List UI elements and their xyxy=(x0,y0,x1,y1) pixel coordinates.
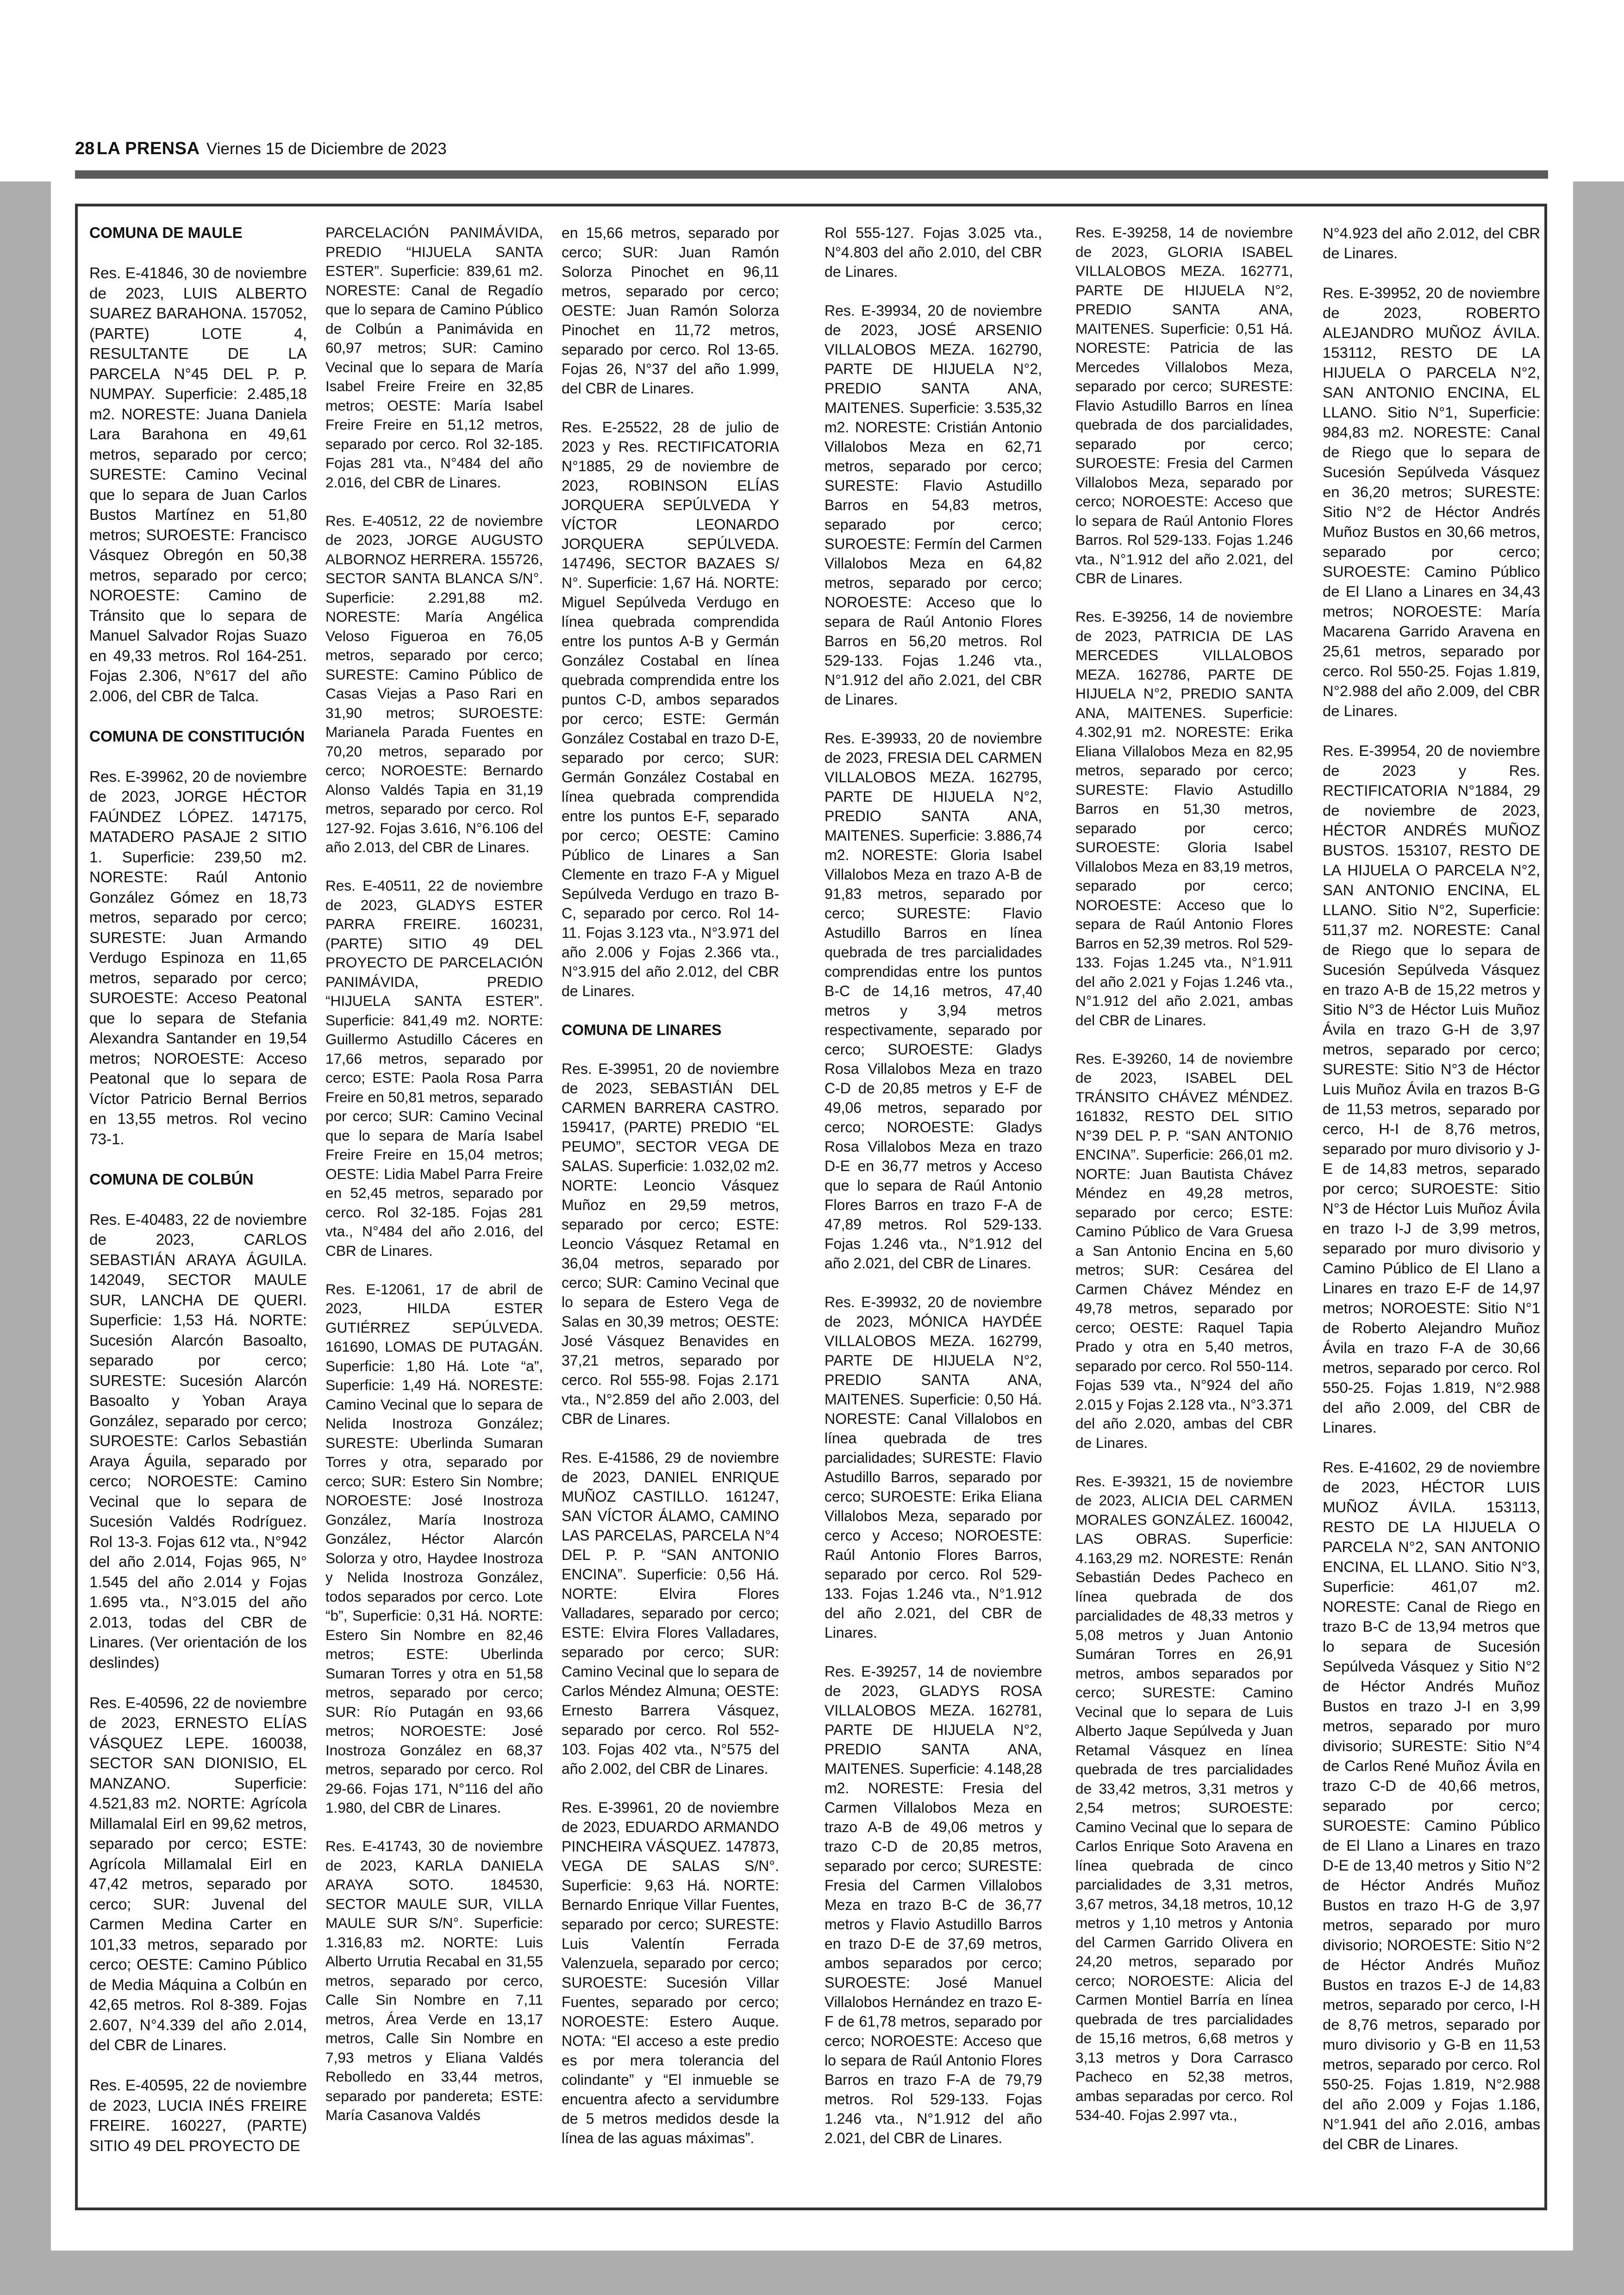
legal-notice: Res. E-39951, 20 de noviembre de 2023, SEBASTIÁN DEL CARMEN BARRERA CASTRO. 159417, (PARTE) PREDIO “EL PEUMO”, SECTOR VEGA DE SALAS. Superficie: 1.032,02 m2. NORTE: Leoncio Vásquez Muñoz en 29,59 metros, separado por cerco; ESTE: Leoncio Vásquez Retamal en 36,04 metros, separado por cerco; SUR: Camino Vecinal que lo separa de Estero Vega de Salas en 30,39 metros; OESTE: José Vásquez Benavides en 37,21 metros, separado por cerco. Rol 555-98. Fojas 2.171 vta., N°2.859 del año 2.003, del CBR de Linares. xyxy=(562,1060,779,1427)
legal-notice: Res. E-39961, 20 de noviembre de 2023, EDUARDO ARMANDO PINCHEIRA VÁSQUEZ. 147873, VEGA DE SALAS S/N°. Superficie: 9,63 Há. NORTE: Bernardo Enrique Villar Fuentes, separado por cerco; SURESTE: Luis Valentín Ferrada Valenzuela, separado por cerco; SUROESTE: Sucesión Villar Fuentes, separado por cerco; NOROESTE: Estero Auque. NOTA: “El acceso a este predio es por mera tolerancia del colindante” y “El inmueble se encuentra afecto a servidumbre de 5 metros medidos desde la línea de las aguas máximas”. xyxy=(562,1799,779,2146)
legal-notice: Res. E-39258, 14 de noviembre de 2023, GLORIA ISABEL VILLALOBOS MEZA. 162771, PARTE DE HIJUELA N°2, PREDIO SANTA ANA, MAITENES. Superficie: 0,51 Há. NORESTE: Patricia de las Mercedes Villalobos Meza, separado por cerco; SURESTE: Flavio Astudillo Barros en línea quebrada de dos parcialidades, separado por cerco; SUROESTE: Fresia del Carmen Villalobos Meza, separado por cerco; NOROESTE: Acceso que lo separa de Raúl Antonio Flores Barros. Rol 529-133. Fojas 1.246 vta., N°1.912 del año 2.021, del CBR de Linares. xyxy=(1075,224,1293,586)
text-column xyxy=(824,223,1042,2188)
text-column xyxy=(89,223,307,2188)
section-heading: COMUNA DE COLBÚN xyxy=(89,1171,254,1188)
legal-notice: Res. E-39257, 14 de noviembre de 2023, GLADYS ROSA VILLALOBOS MEZA. 162781, PARTE DE HIJUELA N°2, PREDIO SANTA ANA, MAITENES. Superficie: 4.148,28 m2. NORESTE: Fresia del Carmen Villalobos Meza en trazo A-B de 49,06 metros y trazo C-D de 20,85 metros, separado por cerco; SURESTE: Fresia del Carmen Villalobos Meza en trazo B-C de 36,77 metros y Flavio Astudillo Barros en trazo D-E de 37,69 metros, ambos separados por cerco; SUROESTE: José Manuel Villalobos Hernández en trazo E-F de 61,78 metros, separado por cerco; NOROESTE: Acceso que lo separa de Raúl Antonio Flores Barros en trazo F-A de 79,79 metros. Rol 529-133. Fojas 1.246 vta., N°1.912 del año 2.021, del CBR de Linares. xyxy=(824,1663,1042,2146)
text-column xyxy=(562,223,779,2188)
publication-name: LA PRENSA xyxy=(96,139,200,158)
legal-notice: Res. E-41602, 29 de noviembre de 2023, HÉCTOR LUIS MUÑOZ ÁVILA. 153113, RESTO DE LA HIJUELA O PARCELA N°2, SAN ANTONIO ENCINA, EL LLANO. Sitio N°3, Superficie: 461,07 m2. NORESTE: Canal de Riego en trazo B-C de 13,94 metros que lo separa de Sucesión Sepúlveda Vásquez y Sitio N°2 de Héctor Andrés Muñoz Bustos en trazo J-I en 3,99 metros, separado por muro divisorio; SURESTE: Sitio N°4 de Carlos René Muñoz Ávila en trazo C-D de 40,66 metros, separado por cerco; SUROESTE: Camino Público de El Llano a Linares en trazo D-E de 13,40 metros y Sitio N°2 de Héctor Andrés Muñoz Bustos en trazo H-G de 3,97 metros, separado por muro divisorio; NOROESTE: Sitio N°2 de Héctor Andrés Muñoz Bustos en trazos E-J de 14,83 metros, separado por cerco, I-H de 8,76 metros, separado por muro divisorio y G-B en 11,53 metros, separado por cerco. Rol 550-25. Fojas 1.819, N°2.988 del año 2.009 y Fojas 1.186, N°1.941 del año 2.016, ambas del CBR de Linares. xyxy=(1323,1459,1540,2152)
legal-notice: Res. E-40595, 22 de noviembre de 2023, LUCIA INÉS FREIRE FREIRE. 160227, (PARTE) SITIO 49 DEL PROYECTO DE xyxy=(89,2077,307,2155)
legal-notice: en 15,66 metros, separado por cerco; SUR: Juan Ramón Solorza Pinochet en 96,11 metros, separado por cerco; OESTE: Juan Ramón Solorza Pinochet en 11,72 metros, separado por cerco. Rol 13-65. Fojas 26, N°37 del año 1.999, del CBR de Linares. xyxy=(562,225,779,397)
legal-notice: Res. E-39932, 20 de noviembre de 2023, MÓNICA HAYDÉE VILLALOBOS MEZA. 162799, PARTE DE HIJUELA N°2, PREDIO SANTA ANA, MAITENES. Superficie: 0,50 Há. NORESTE: Canal Villalobos en línea quebrada de tres parcialidades; SURESTE: Flavio Astudillo Barros, separado por cerco; SUROESTE: Erika Eliana Villalobos Meza, separado por cerco y Acceso; NOROESTE: Raúl Antonio Flores Barros, separado por cerco. Rol 529-133. Fojas 1.246 vta., N°1.912 del año 2.021, del CBR de Linares. xyxy=(824,1294,1042,1641)
legal-notice: N°4.923 del año 2.012, del CBR de Linares. xyxy=(1323,225,1540,262)
page-number: 28 xyxy=(75,139,95,158)
legal-notice: Res. E-41846, 30 de noviembre de 2023, LUIS ALBERTO SUAREZ BARAHONA. 157052, (PARTE) LOTE 4, RESULTANTE DE LA PARCELA N°45 DEL P. P. NUMPAY. Superficie: 2.485,18 m2. NORESTE: Juana Daniela Lara Barahona en 49,61 metros, separado por cerco; SURESTE: Camino Vecinal que lo separa de Juan Carlos Bustos Martínez en 51,80 metros; SUROESTE: Francisco Vásquez Obregón en 50,38 metros, separado por cerco; NOROESTE: Camino de Tránsito que lo separa de Manuel Salvador Rojas Suazo en 49,33 metros. Rol 164-251. Fojas 2.306, N°617 del año 2.006, del CBR de Talca. xyxy=(89,265,307,705)
section-heading: COMUNA DE LINARES xyxy=(562,1022,722,1038)
page-folio xyxy=(75,139,447,159)
legal-notice: Res. E-40483, 22 de noviembre de 2023, CARLOS SEBASTIÁN ARAYA ÁGUILA. 142049, SECTOR MAULE SUR, LANCHA DE QUERI. Superficie: 1,53 Há. NORTE: Sucesión Alarcón Basoalto, separado por cerco; SURESTE: Sucesión Alarcón Basoalto y Yoban Araya González, separado por cerco; SUROESTE: Carlos Sebastián Araya Águila, separado por cerco; NOROESTE: Camino Vecinal que lo separa de Sucesión Valdés Rodríguez. Rol 13-3. Fojas 612 vta., N°942 del año 2.014, Fojas 965, N° 1.545 del año 2.014 y Fojas 1.695 vta., N°3.015 del año 2.013, todas del CBR de Linares. (Ver orientación de los deslindes) xyxy=(89,1211,307,1671)
legal-notice: Res. E-41743, 30 de noviembre de 2023, KARLA DANIELA ARAYA SOTO. 184530, SECTOR MAULE SUR, VILLA MAULE SUR S/N°. Superficie: 1.316,83 m2. NORTE: Luis Alberto Urrutia Recabal en 31,55 metros, separado por cerco, Calle Sin Nombre en 7,11 metros, Área Verde en 13,17 metros, Calle Sin Nombre en 7,93 metros y Eliana Valdés Rebolledo en 33,44 metros, separado por pandereta; ESTE: María Casanova Valdés xyxy=(325,1838,543,2123)
legal-notice: Res. E-39962, 20 de noviembre de 2023, JORGE HÉCTOR FAÚNDEZ LÓPEZ. 147175, MATADERO PASAJE 2 SITIO 1. Superficie: 239,50 m2. NORESTE: Raúl Antonio González Gómez en 18,73 metros, separado por cerco; SURESTE: Juan Armando Verdugo Espinoza en 11,65 metros, separado por cerco; SUROESTE: Acceso Peatonal que lo separa de Stefania Alexandra Santander en 19,54 metros; NOROESTE: Acceso Peatonal que lo separa de Víctor Patricio Bernal Berrios en 13,55 metros. Rol vecino 73-1. xyxy=(89,768,307,1148)
legal-notice: Res. E-39934, 20 de noviembre de 2023, JOSÉ ARSENIO VILLALOBOS MEZA. 162790, PARTE DE HIJUELA N°2, PREDIO SANTA ANA, MAITENES. Superficie: 3.535,32 m2. NORESTE: Cristián Antonio Villalobos Meza en 62,71 metros, separado por cerco; SURESTE: Flavio Astudillo Barros en 54,83 metros, separado por cerco; SUROESTE: Fermín del Carmen Villalobos Meza en 64,82 metros, separado por cerco; NOROESTE: Acceso que lo separa de Raúl Antonio Flores Barros en 56,20 metros. Rol 529-133. Fojas 1.246 vta., N°1.912 del año 2.021, del CBR de Linares. xyxy=(824,302,1042,708)
legal-notice: Res. E-40511, 22 de noviembre de 2023, GLADYS ESTER PARRA FREIRE. 160231, (PARTE) SITIO 49 DEL PROYECTO DE PARCELACIÓN PANIMÁVIDA, PREDIO “HIJUELA SANTA ESTER”. Superficie: 841,49 m2. NORTE: Guillermo Astudillo Cáceres en 17,66 metros, separado por cerco; ESTE: Paola Rosa Parra Freire en 50,81 metros, separado por cerco; SUR: Camino Vecinal que lo separa de María Isabel Freire Freire en 15,04 metros; OESTE: Lidia Mabel Parra Freire en 52,45 metros, separado por cerco. Rol 32-185. Fojas 281 vta., N°484 del año 2.016, del CBR de Linares. xyxy=(325,877,543,1259)
legal-notice: Res. E-39260, 14 de noviembre de 2023, ISABEL DEL TRÁNSITO CHÁVEZ MÉNDEZ. 161832, RESTO DEL SITIO N°39 DEL P. P. “SAN ANTONIO ENCINA”. Superficie: 266,01 m2. NORTE: Juan Bautista Chávez Méndez en 49,28 metros, separado por cerco; ESTE: Camino Público de Vara Gruesa a San Antonio Encina en 5,60 metros; SUR: Cesárea del Carmen Chávez Méndez en 49,78 metros, separado por cerco; OESTE: Raquel Tapia Prado y otra en 5,40 metros, separado por cerco. Rol 550-114. Fojas 539 vta., N°924 del año 2.015 y Fojas 2.128 vta., N°3.371 del año 2.020, ambas del CBR de Linares. xyxy=(1075,1050,1293,1451)
legal-notice: Res. E-40596, 22 de noviembre de 2023, ERNESTO ELÍAS VÁSQUEZ LEPE. 160038, SECTOR SAN DIONISIO, EL MANZANO. Superficie: 4.521,83 m2. NORTE: Agrícola Millamalal Eirl en 99,62 metros, separado por cerco; ESTE: Agrícola Millamalal Eirl en 47,42 metros, separado por cerco; SUR: Juvenal del Carmen Medina Carter en 101,33 metros, separado por cerco; OESTE: Camino Público de Media Máquina a Colbún en 42,65 metros. Rol 8-389. Fojas 2.607, N°4.339 del año 2.014, del CBR de Linares. xyxy=(89,1694,307,2054)
legal-notice: Res. E-40512, 22 de noviembre de 2023, JORGE AUGUSTO ALBORNOZ HERRERA. 155726, SECTOR SANTA BLANCA S/N°. Superficie: 2.291,88 m2. NORESTE: María Angélica Veloso Figueroa en 76,05 metros, separado por cerco; SURESTE: Camino Público de Casas Viejas a Paso Rari en 31,90 metros; SUROESTE: Marianela Parada Fuentes en 70,20 metros, separado por cerco; NOROESTE: Bernardo Alonso Valdés Tapia en 31,19 metros, separado por cerco. Rol 127-92. Fojas 3.616, N°6.106 del año 2.013, del CBR de Linares. xyxy=(325,512,543,855)
text-column xyxy=(1323,223,1540,2188)
section-heading: COMUNA DE CONSTITUCIÓN xyxy=(89,728,305,745)
legal-notice: Res. E-39321, 15 de noviembre de 2023, ALICIA DEL CARMEN MORALES GONZÁLEZ. 160042, LAS OBRAS. Superficie: 4.163,29 m2. NORESTE: Renán Sebastián Dedes Pacheco en línea quebrada de dos parcialidades de 48,33 metros y 5,08 metros y Juan Antonio Sumáran Torres en 26,91 metros, ambos separados por cerco; SURESTE: Camino Vecinal que lo separa de Luis Alberto Jaque Sepúlveda y Juan Retamal Vásquez en línea quebrada de tres parcialidades de 33,42 metros, 3,31 metros y 2,54 metros; SUROESTE: Camino Vecinal que lo separa de Carlos Enrique Soto Aravena en línea quebrada de cinco parcialidades de 3,31 metros, 3,67 metros, 34,18 metros, 10,12 metros y 1,10 metros y Antonia del Carmen Garrido Olivera en 24,20 metros, separado por cerco; NOROESTE: Alicia del Carmen Montiel Barría en línea quebrada de tres parcialidades de 15,16 metros, 6,68 metros y 3,13 metros y Dora Carrasco Pacheco en 52,38 metros, ambas separadas por cerco. Rol 534-40. Fojas 2.997 vta., xyxy=(1075,1472,1293,2123)
legal-notice: Rol 555-127. Fojas 3.025 vta., N°4.803 del año 2.010, del CBR de Linares. xyxy=(824,225,1042,280)
legal-notice: Res. E-12061, 17 de abril de 2023, HILDA ESTER GUTIÉRREZ SEPÚLVEDA. 161690, LOMAS DE PUTAGÁN. Superficie: 1,80 Há. Lote “a”, Superficie: 1,49 Há. NORESTE: Camino Vecinal que lo separa de Nelida Inostroza González; SURESTE: Uberlinda Sumaran Torres y otra, separado por cerco; SUR: Estero Sin Nombre; NOROESTE: José Inostroza González, María Inostroza González, Héctor Alarcón Solorza y otro, Haydee Inostroza y Nelida Inostroza González, todos separados por cerco. Lote “b”, Superficie: 0,31 Há. NORTE: Estero Sin Nombre en 82,46 metros; ESTE: Uberlinda Sumaran Torres y otra en 51,58 metros, separado por cerco; SUR: Río Putagán en 93,66 metros; NOROESTE: José Inostroza González en 68,37 metros, separado por cerco. Rol 29-66. Fojas 171, N°116 del año 1.980, del CBR de Linares. xyxy=(325,1280,543,1816)
legal-notice: PARCELACIÓN PANIMÁVIDA, PREDIO “HIJUELA SANTA ESTER”. Superficie: 839,61 m2. NORESTE: Canal de Regadío que lo separa de Camino Público de Colbún a Panimávida en 60,97 metros; SUR: Camino Vecinal que lo separa de María Isabel Freire Freire en 32,85 metros; OESTE: María Isabel Freire Freire en 51,12 metros, separado por cerco. Rol 32-185. Fojas 281 vta., N°484 del año 2.016, del CBR de Linares. xyxy=(325,224,543,491)
legal-notice: Res. E-39933, 20 de noviembre de 2023, FRESIA DEL CARMEN VILLALOBOS MEZA. 162795, PARTE DE HIJUELA N°2, PREDIO SANTA ANA, MAITENES. Superficie: 3.886,74 m2. NORESTE: Gloria Isabel Villalobos Meza en trazo A-B de 91,83 metros, separado por cerco; SURESTE: Flavio Astudillo Barros en línea quebrada de tres parcialidades comprendidas entre los puntos B-C de 14,16 metros, 47,40 metros y 3,94 metros respectivamente, separado por cerco; SUROESTE: Gladys Rosa Villalobos Meza en trazo C-D de 20,85 metros y E-F de 49,06 metros, separado por cerco; NOROESTE: Gladys Rosa Villalobos Meza en trazo D-E en 36,77 metros y Acceso que lo separa de Raúl Antonio Flores Barros en trazo F-A de 47,89 metros. Rol 529-133. Fojas 1.246 vta., N°1.912 del año 2.021, del CBR de Linares. xyxy=(824,730,1042,1272)
section-heading: COMUNA DE MAULE xyxy=(89,225,243,242)
legal-notice: Res. E-39952, 20 de noviembre de 2023, ROBERTO ALEJANDRO MUÑOZ ÁVILA. 153112, RESTO DE LA HIJUELA O PARCELA N°2, SAN ANTONIO ENCINA, EL LLANO. Sitio N°1, Superficie: 984,83 m2. NORESTE: Canal de Riego que lo separa de Sucesión Sepúlveda Vásquez en 36,20 metros; SURESTE: Sitio N°2 de Héctor Andrés Muñoz Bustos en 30,66 metros, separado por cerco; SUROESTE: Camino Público de El Llano a Linares en 34,43 metros; NOROESTE: María Macarena Garrido Aravena en 25,61 metros, separado por cerco. Rol 550-25. Fojas 1.819, N°2.988 del año 2.009, del CBR de Linares. xyxy=(1323,284,1540,719)
legal-notice: Res. E-41586, 29 de noviembre de 2023, DANIEL ENRIQUE MUÑOZ CASTILLO. 161247, SAN VÍCTOR ÁLAMO, CAMINO LAS PARCELAS, PARCELA N°4 DEL P. P. “SAN ANTONIO ENCINA”. Superficie: 0,56 Há. NORTE: Elvira Flores Valladares, separado por cerco; ESTE: Elvira Flores Valladares, separado por cerco; SUR: Camino Vecinal que lo separa de Carlos Méndez Almuna; OESTE: Ernesto Barrera Vásquez, separado por cerco. Rol 552-103. Fojas 402 vta., N°575 del año 2.002, del CBR de Linares. xyxy=(562,1449,779,1777)
publication-date: Viernes 15 de Diciembre de 2023 xyxy=(206,140,447,158)
legal-notice: Res. E-25522, 28 de julio de 2023 y Res. RECTIFICATORIA N°1885, 29 de noviembre de 2023, ROBINSON ELÍAS JORQUERA SEPÚLVEDA Y VÍCTOR LEONARDO JORQUERA SEPÚLVEDA. 147496, SECTOR BAZAES S/ N°. Superficie: 1,67 Há. NORTE: Miguel Sepúlveda Verdugo en línea quebrada comprendida entre los puntos A-B y Germán González Costabal en línea quebrada comprendida entre los puntos C-D, ambos separados por cerco; ESTE: Germán González Costabal en trazo D-E, separado por cerco; SUR: Germán González Costabal en línea quebrada comprendida entre los puntos E-F, separado por cerco; OESTE: Camino Público de Linares a San Clemente en trazo F-A y Miguel Sepúlveda Verdugo en trazo B-C, separado por cerco. Rol 14-11. Fojas 3.123 vta., N°3.971 del año 2.006 y Fojas 2.366 vta., N°3.915 del año 2.012, del CBR de Linares. xyxy=(562,419,779,999)
header-rule xyxy=(75,170,1548,179)
legal-notice: Res. E-39954, 20 de noviembre de 2023 y Res. RECTIFICATORIA N°1884, 29 de noviembre de 2023, HÉCTOR ANDRÉS MUÑOZ BUSTOS. 153107, RESTO DE LA HIJUELA O PARCELA N°2, SAN ANTONIO ENCINA, EL LLANO. Sitio N°2, Superficie: 511,37 m2. NORESTE: Canal de Riego que lo separa de Sucesión Sepúlveda Vásquez en trazo A-B de 15,22 metros y Sitio N°3 de Héctor Luis Muñoz Ávila en trazo G-H de 3,97 metros, separado por cerco; SURESTE: Sitio N°3 de Héctor Luis Muñoz Ávila en trazos B-G de 11,53 metros, separado por cerco, H-I de 8,76 metros, separado por muro divisorio y J-E de 14,83 metros, separado por cerco; SUROESTE: Sitio N°3 de Héctor Luis Muñoz Ávila en trazo I-J de 3,99 metros, separado por muro divisorio y Camino Público de El Llano a Linares en trazo E-F de 14,97 metros; NOROESTE: Sitio N°1 de Roberto Alejandro Muñoz Ávila en trazo F-A de 30,66 metros, separado por cerco. Rol 550-25. Fojas 1.819, N°2.988 del año 2.009, del CBR de Linares. xyxy=(1323,742,1540,1436)
legal-notice: Res. E-39256, 14 de noviembre de 2023, PATRICIA DE LAS MERCEDES VILLALOBOS MEZA. 162786, PARTE DE HIJUELA N°2, PREDIO SANTA ANA, MAITENES. Superficie: 4.302,91 m2. NORESTE: Erika Eliana Villalobos Meza en 82,95 metros, separado por cerco; SURESTE: Flavio Astudillo Barros en 51,30 metros, separado por cerco; SUROESTE: Gloria Isabel Villalobos Meza en 83,19 metros, separado por cerco; NOROESTE: Acceso que lo separa de Raúl Antonio Flores Barros en 52,39 metros. Rol 529-133. Fojas 1.245 vta., N°1.911 del año 2.021 y Fojas 1.246 vta., N°1.912 del año 2.021, ambas del CBR de Linares. xyxy=(1075,608,1293,1029)
text-column xyxy=(1075,223,1293,2188)
text-column xyxy=(325,223,543,2188)
